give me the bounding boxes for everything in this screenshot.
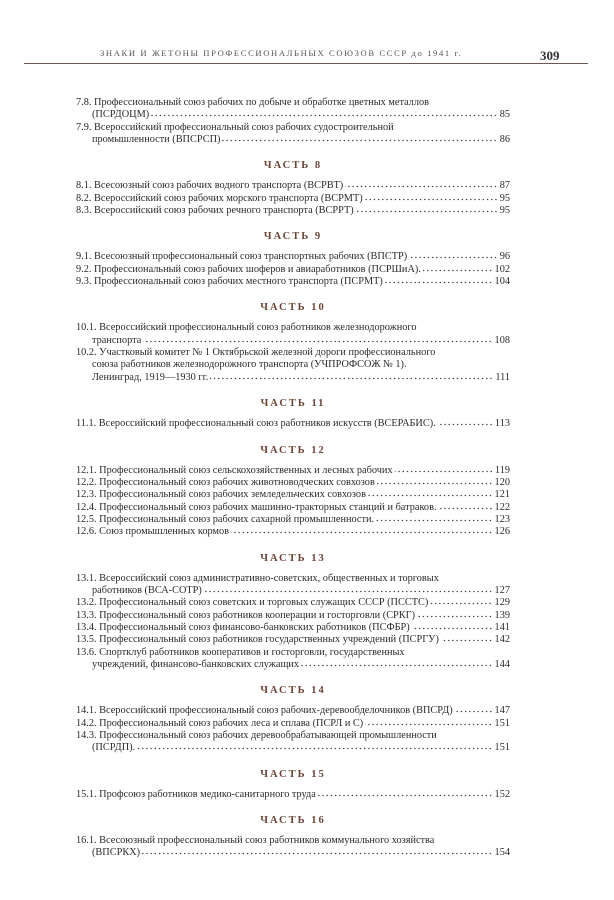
entry-line bbox=[76, 205, 510, 217]
entry-title-line: Всероссийский профессиональный союз рабочих-деревообделочников (ВПСРД) bbox=[99, 705, 453, 717]
entry-line bbox=[76, 322, 510, 334]
entry-page-number: 151 bbox=[494, 717, 510, 729]
part-heading: ЧАСТЬ 16 bbox=[260, 815, 326, 827]
part-heading: ЧАСТЬ 8 bbox=[263, 160, 323, 172]
entry-text bbox=[76, 489, 366, 501]
dot-leader bbox=[377, 477, 493, 485]
entry-line bbox=[76, 514, 510, 526]
entry-title-line: Профессиональный союз финансово-банковских работников (ПСФБР) bbox=[99, 621, 410, 633]
entry-text bbox=[76, 477, 375, 489]
entry-line bbox=[76, 622, 510, 634]
entry-title-line: Профессиональный союз рабочих по добыче и обработке цветных металлов bbox=[94, 97, 430, 108]
entry-page-number: 102 bbox=[494, 263, 510, 275]
entry-number: 14.2. bbox=[76, 717, 97, 729]
toc-entry[interactable] bbox=[76, 193, 510, 205]
toc-entry[interactable] bbox=[76, 205, 510, 217]
dot-leader bbox=[423, 264, 493, 272]
entry-title-line: (ВПСРКХ) bbox=[92, 847, 141, 859]
dot-leader bbox=[417, 610, 493, 618]
entry-page-number: 142 bbox=[494, 634, 510, 646]
entry-number: 13.5. bbox=[76, 634, 97, 646]
toc-entry[interactable] bbox=[76, 418, 510, 430]
part-heading: ЧАСТЬ 9 bbox=[263, 231, 323, 243]
entry-page-number: 129 bbox=[494, 597, 510, 609]
toc-entry[interactable] bbox=[76, 622, 510, 634]
entry-text bbox=[76, 205, 354, 217]
toc-entry[interactable] bbox=[76, 502, 510, 514]
entry-title-line: Всесоюзный профессиональный союз работников коммунального хозяйства bbox=[99, 835, 435, 847]
entry-line bbox=[76, 718, 510, 730]
entry-page-number: 96 bbox=[499, 251, 510, 263]
entry-page-number: 127 bbox=[494, 584, 510, 596]
entry-page-number: 126 bbox=[494, 526, 510, 538]
entry-page-number: 108 bbox=[494, 334, 510, 346]
entry-page-number: 147 bbox=[494, 705, 510, 717]
entry-line bbox=[76, 597, 510, 609]
entry-line bbox=[76, 742, 510, 754]
toc-section bbox=[76, 97, 510, 146]
part-heading: ЧАСТЬ 13 bbox=[260, 552, 326, 564]
entry-line bbox=[76, 730, 510, 742]
entry-line bbox=[76, 634, 510, 646]
entry-page-number: 111 bbox=[495, 371, 510, 383]
dot-leader bbox=[143, 335, 492, 343]
toc-entry[interactable] bbox=[76, 264, 510, 276]
entry-title-line: Профессиональный союз рабочих машинно-тракторных станций и батраков. bbox=[99, 501, 437, 513]
entry-title-line: Профессиональный союз рабочих леса и сплава (ПСРЛ и С) bbox=[99, 717, 364, 729]
running-head-title: ЗНАКИ И ЖЕТОНЫ ПРОФЕССИОНАЛЬНЫХ СОЮЗОВ СССР до 1941 г. bbox=[100, 48, 463, 58]
toc-entry[interactable] bbox=[76, 322, 510, 347]
entry-number: 13.3. bbox=[76, 609, 97, 621]
entry-text bbox=[92, 109, 149, 121]
dot-leader bbox=[222, 134, 497, 142]
part-heading: ЧАСТЬ 11 bbox=[260, 398, 326, 410]
part-heading: ЧАСТЬ 14 bbox=[260, 685, 326, 697]
toc-section bbox=[76, 548, 510, 672]
entry-title-line: Профсоюз работников медико-санитарного труда bbox=[99, 788, 316, 800]
entry-line bbox=[76, 659, 510, 671]
entry-number: 11.1. bbox=[76, 418, 97, 430]
dot-leader bbox=[137, 742, 492, 750]
dot-leader bbox=[395, 465, 493, 473]
entry-line bbox=[76, 610, 510, 622]
entry-title-line: Всероссийский профессиональный союз работников железнодорожного bbox=[99, 322, 417, 334]
entry-line bbox=[76, 122, 510, 134]
dot-leader bbox=[455, 705, 493, 713]
entry-title-line: Всероссийский союз рабочих речного транспорта (ВСРРТ) bbox=[94, 205, 354, 217]
entry-text bbox=[92, 659, 299, 671]
dot-leader bbox=[318, 789, 493, 797]
toc-entry[interactable] bbox=[76, 610, 510, 622]
entry-text bbox=[76, 705, 453, 717]
entry-number: 14.3. bbox=[76, 730, 97, 741]
dot-leader bbox=[430, 597, 492, 605]
entry-text bbox=[92, 742, 135, 754]
entry-text bbox=[76, 789, 316, 801]
entry-line bbox=[76, 276, 510, 288]
entry-page-number: 123 bbox=[494, 513, 510, 525]
entry-line bbox=[76, 477, 510, 489]
entry-number: 7.9. bbox=[76, 121, 92, 133]
toc-entry[interactable] bbox=[76, 477, 510, 489]
entry-title-line: Профессиональный союз работников государственных учреждений (ПСРГУ) bbox=[99, 634, 439, 646]
entry-page-number: 104 bbox=[494, 276, 510, 288]
entry-number: 12.5. bbox=[76, 513, 97, 525]
entry-title-line: Всероссийский профессиональный союз работников искусств (ВСЕРАБИС). bbox=[98, 418, 436, 430]
entry-title-line: Профессиональный союз рабочих животноводческих совхозов bbox=[99, 476, 375, 488]
dot-leader bbox=[368, 489, 493, 497]
entry-text bbox=[76, 347, 435, 358]
dot-leader bbox=[365, 718, 492, 726]
entry-line bbox=[76, 465, 510, 477]
entry-text bbox=[76, 610, 415, 622]
entry-text bbox=[76, 622, 410, 634]
toc-entry[interactable] bbox=[76, 489, 510, 501]
entry-title-line: Всероссийский союз рабочих морского транспорта (ВСРМТ) bbox=[94, 192, 363, 204]
entry-line bbox=[76, 835, 510, 847]
entry-page-number: 95 bbox=[499, 205, 510, 217]
entry-line bbox=[76, 705, 510, 717]
entry-text bbox=[76, 97, 429, 108]
toc-entry[interactable] bbox=[76, 347, 510, 384]
dot-leader bbox=[301, 659, 492, 667]
dot-leader bbox=[439, 502, 493, 510]
toc-entry[interactable] bbox=[76, 705, 510, 717]
toc-entry[interactable] bbox=[76, 597, 510, 609]
entry-line bbox=[76, 372, 510, 384]
entry-number: 13.4. bbox=[76, 621, 97, 633]
entry-text bbox=[76, 730, 437, 741]
entry-page-number: 152 bbox=[494, 788, 510, 800]
entry-title-line: Профессиональный союз работников кооперации и госторговли (СРКГ) bbox=[99, 609, 416, 621]
entry-title-line: Всероссийский союз административно-советских, общественных и торговых bbox=[99, 572, 439, 584]
entry-title-line: союза работников железнодорожного транспорта (УЧПРОФСОЖ № 1). bbox=[92, 359, 407, 371]
entry-title-line: (ПСРДОЦМ) bbox=[92, 109, 150, 121]
entry-page-number: 141 bbox=[494, 621, 510, 633]
entry-line bbox=[76, 109, 510, 121]
toc-entry[interactable] bbox=[76, 251, 510, 263]
entry-text bbox=[76, 276, 383, 288]
entry-text bbox=[76, 634, 439, 646]
entry-line bbox=[76, 97, 510, 109]
running-head bbox=[0, 0, 614, 70]
entry-line bbox=[76, 335, 510, 347]
entry-page-number: 113 bbox=[494, 418, 510, 430]
dot-leader bbox=[142, 847, 492, 855]
entry-line bbox=[76, 647, 510, 659]
entry-text bbox=[76, 418, 436, 430]
entry-title-line: промышленности (ВПСРСП) bbox=[92, 134, 221, 146]
entry-number: 9.2. bbox=[76, 263, 92, 275]
entry-text bbox=[92, 335, 141, 347]
entry-number: 15.1. bbox=[76, 788, 97, 800]
toc-section bbox=[76, 440, 510, 539]
entry-number: 10.1. bbox=[76, 322, 97, 334]
entry-text bbox=[76, 514, 374, 526]
entry-page-number: 144 bbox=[494, 658, 510, 670]
dot-leader bbox=[376, 514, 493, 522]
entry-number: 12.2. bbox=[76, 476, 97, 488]
entry-line bbox=[76, 502, 510, 514]
toc-entry[interactable] bbox=[76, 465, 510, 477]
entry-title-line: Участковый комитет № 1 Октябрьской железной дороги профессионального bbox=[99, 347, 436, 359]
entry-line bbox=[76, 847, 510, 859]
entry-text bbox=[76, 573, 439, 584]
entry-page-number: 120 bbox=[494, 476, 510, 488]
toc-entry[interactable] bbox=[76, 789, 510, 801]
dot-leader bbox=[441, 634, 493, 642]
entry-page-number: 121 bbox=[494, 489, 510, 501]
entry-line bbox=[76, 251, 510, 263]
entry-text bbox=[92, 847, 140, 859]
entry-page-number: 122 bbox=[494, 501, 510, 513]
toc-section bbox=[76, 393, 510, 430]
entry-number: 10.2. bbox=[76, 347, 97, 359]
entry-title-line: Союз промышленных кормов bbox=[99, 526, 230, 538]
entry-text bbox=[76, 835, 434, 846]
entry-line bbox=[76, 789, 510, 801]
dot-leader bbox=[438, 418, 493, 426]
entry-title-line: Профессиональный союз сельскохозяйственных и лесных рабочих bbox=[99, 464, 393, 476]
entry-line bbox=[76, 180, 510, 192]
entry-page-number: 139 bbox=[494, 609, 510, 621]
entry-number: 12.4. bbox=[76, 501, 97, 513]
entry-number: 7.8. bbox=[76, 97, 92, 108]
entry-text bbox=[76, 180, 343, 192]
entry-number: 8.1. bbox=[76, 180, 92, 192]
entry-page-number: 95 bbox=[499, 192, 510, 204]
entry-title-line: Всероссийский профессиональный союз рабочих судостроительной bbox=[94, 121, 394, 133]
entry-title-line: учреждений, финансово-банковских служащих bbox=[92, 658, 300, 670]
entry-text bbox=[92, 372, 208, 384]
entry-text bbox=[76, 597, 428, 609]
entry-page-number: 86 bbox=[499, 134, 510, 146]
entry-text bbox=[76, 465, 393, 477]
entry-title-line: Профессиональный союз рабочих сахарной промышленности. bbox=[99, 513, 375, 525]
entry-line bbox=[76, 489, 510, 501]
toc-entry[interactable] bbox=[76, 514, 510, 526]
entry-text bbox=[92, 585, 202, 597]
toc-section bbox=[76, 680, 510, 754]
toc-entry[interactable] bbox=[76, 835, 510, 860]
table-of-contents bbox=[76, 97, 510, 860]
entry-title-line: Профессиональный союз рабочих деревообрабатывающей промышленности bbox=[99, 730, 437, 741]
entry-text bbox=[76, 322, 417, 333]
entry-page-number: 85 bbox=[499, 109, 510, 121]
entry-number: 9.3. bbox=[76, 276, 92, 288]
entry-line bbox=[76, 573, 510, 585]
entry-title-line: (ПСРДП). bbox=[92, 742, 136, 754]
dot-leader bbox=[210, 372, 493, 380]
entry-title-line: Профессиональный союз рабочих земледельческих совхозов bbox=[99, 489, 366, 501]
entry-line bbox=[76, 193, 510, 205]
toc-section bbox=[76, 155, 510, 217]
entry-number: 13.1. bbox=[76, 572, 97, 584]
toc-entry[interactable] bbox=[76, 276, 510, 288]
toc-entry[interactable] bbox=[76, 97, 510, 122]
entry-number: 12.6. bbox=[76, 526, 97, 538]
entry-text bbox=[76, 264, 421, 276]
entry-title-line: Профессиональный союз советских и торговых служащих СССР (ПССТС) bbox=[99, 597, 429, 609]
entry-page-number: 151 bbox=[494, 742, 510, 754]
entry-title-line: транспорта bbox=[92, 334, 142, 346]
toc-entry[interactable] bbox=[76, 718, 510, 730]
dot-leader bbox=[409, 251, 498, 259]
toc-entry[interactable] bbox=[76, 634, 510, 646]
page-number: 309 bbox=[540, 48, 560, 63]
entry-title-line: работников (ВСА-СОТР) bbox=[92, 584, 202, 596]
entry-title-line: Всесоюзный союз рабочих водного транспорта (ВСРВТ) bbox=[94, 180, 344, 192]
entry-text bbox=[92, 134, 220, 146]
entry-number: 13.6. bbox=[76, 646, 97, 658]
header-rule bbox=[24, 63, 588, 64]
toc-entry[interactable] bbox=[76, 122, 510, 147]
entry-line bbox=[76, 134, 510, 146]
dot-leader bbox=[356, 205, 498, 213]
entry-line bbox=[76, 418, 510, 430]
dot-leader bbox=[231, 526, 493, 534]
entry-number: 16.1. bbox=[76, 835, 97, 847]
entry-number: 9.1. bbox=[76, 251, 92, 263]
entry-title-line: Профессиональный союз рабочих шоферов и авиаработников (ПСРШиА). bbox=[94, 263, 421, 275]
entry-number: 14.1. bbox=[76, 705, 97, 717]
entry-title-line: Всесоюзный профессиональный союз транспортных рабочих (ВПСТР) bbox=[94, 251, 408, 263]
entry-text bbox=[76, 251, 407, 263]
entry-page-number: 154 bbox=[494, 847, 510, 859]
entry-line bbox=[76, 526, 510, 538]
toc-section bbox=[76, 764, 510, 801]
entry-number: 8.2. bbox=[76, 192, 92, 204]
part-heading: ЧАСТЬ 10 bbox=[260, 302, 326, 314]
entry-line bbox=[76, 264, 510, 276]
entry-number: 8.3. bbox=[76, 205, 92, 217]
entry-page-number: 119 bbox=[494, 464, 510, 476]
entry-text bbox=[76, 718, 363, 730]
part-heading: ЧАСТЬ 12 bbox=[260, 444, 326, 456]
entry-text bbox=[76, 193, 363, 205]
toc-section bbox=[76, 226, 510, 288]
entry-line bbox=[76, 585, 510, 597]
toc-entry[interactable] bbox=[76, 180, 510, 192]
entry-text bbox=[76, 502, 437, 514]
toc-section bbox=[76, 810, 510, 860]
toc-entry[interactable] bbox=[76, 647, 510, 672]
entry-text bbox=[76, 526, 229, 538]
entry-title-line: Профессиональный союз рабочих местного транспорта (ПСРМТ) bbox=[94, 276, 383, 288]
toc-entry[interactable] bbox=[76, 573, 510, 598]
dot-leader bbox=[345, 180, 498, 188]
entry-text bbox=[92, 359, 407, 370]
entry-text bbox=[76, 647, 405, 658]
entry-title-line: Ленинград, 1919—1930 гг. bbox=[92, 371, 209, 383]
part-heading: ЧАСТЬ 15 bbox=[260, 768, 326, 780]
dot-leader bbox=[204, 585, 493, 593]
toc-entry[interactable] bbox=[76, 730, 510, 755]
entry-number: 12.3. bbox=[76, 489, 97, 501]
entry-page-number: 87 bbox=[499, 180, 510, 192]
entry-title-line: Спортклуб работников кооперативов и госторговли, государственных bbox=[99, 646, 405, 658]
dot-leader bbox=[385, 276, 493, 284]
toc-entry[interactable] bbox=[76, 526, 510, 538]
entry-number: 13.2. bbox=[76, 597, 97, 609]
dot-leader bbox=[151, 109, 498, 117]
entry-line bbox=[76, 347, 510, 359]
entry-number: 12.1. bbox=[76, 464, 97, 476]
entry-text bbox=[76, 122, 394, 133]
toc-section bbox=[76, 297, 510, 384]
dot-leader bbox=[412, 622, 493, 630]
dot-leader bbox=[365, 193, 498, 201]
entry-line bbox=[76, 359, 510, 371]
